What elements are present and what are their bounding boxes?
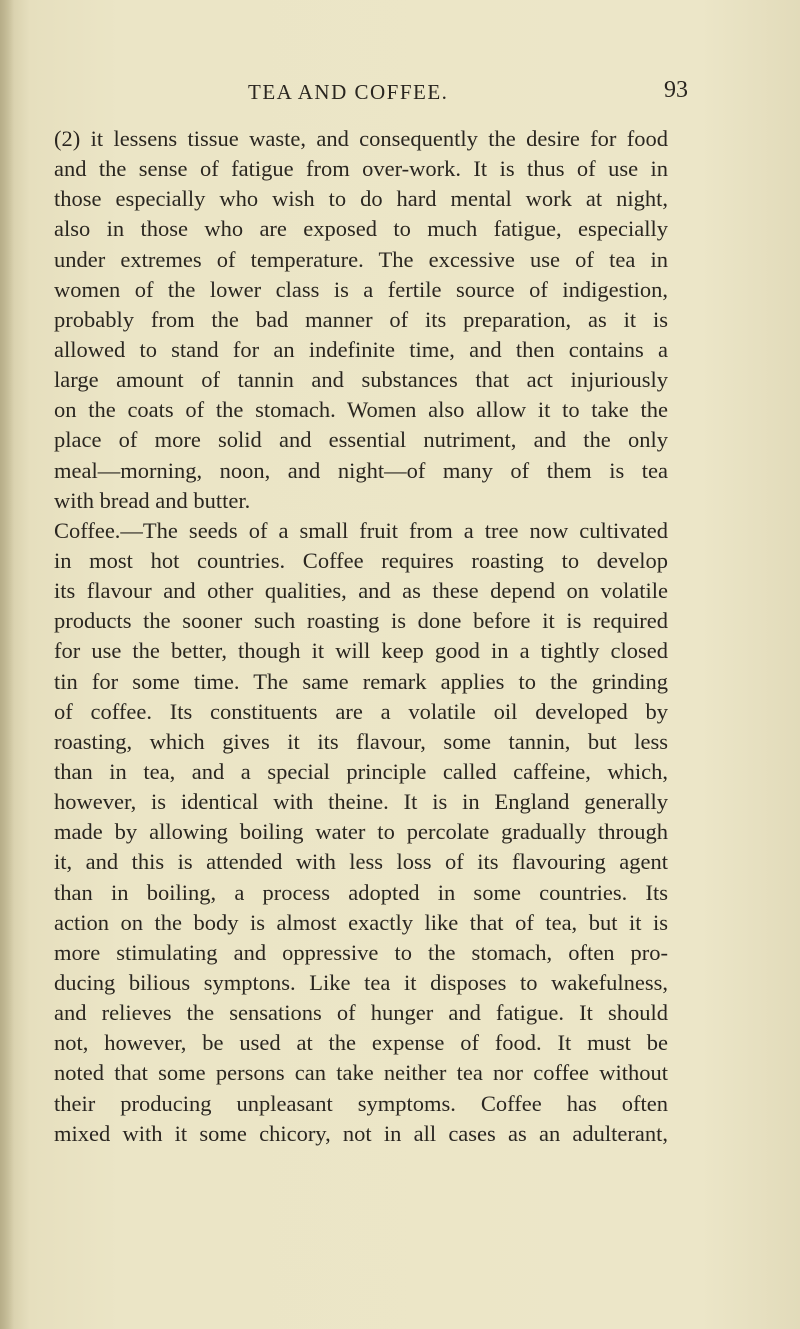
text-line: however, is identical with theine. It is in England generally: [54, 789, 668, 815]
text-line: roasting, which gives it its flavour, some tannin, but less: [54, 728, 668, 754]
text-line: of coffee. Its constituents are a volatile oil developed by: [54, 698, 668, 724]
text-line: tin for some time. The same remark applies to the grinding: [54, 668, 668, 694]
text-line: probably from the bad manner of its preparation, as it is: [54, 306, 668, 332]
text-line: action on the body is almost exactly like that of tea, but it is: [54, 909, 668, 935]
text-line: more stimulating and oppressive to the stomach, often pro-: [54, 939, 668, 965]
text-line: than in tea, and a special principle called caffeine, which,: [54, 758, 668, 784]
text-line: made by allowing boiling water to percolate gradually through: [54, 819, 668, 845]
binding-shadow: [0, 0, 14, 1329]
text-line: place of more solid and essential nutriment, and the only: [54, 427, 668, 453]
text-line: for use the better, though it will keep good in a tightly closed: [54, 638, 668, 664]
text-line: allowed to stand for an indefinite time, and then contains a: [54, 336, 668, 362]
text-line: those especially who wish to do hard mental work at night,: [54, 186, 668, 212]
text-line: (2) it lessens tissue waste, and consequently the desire for food: [54, 126, 668, 151]
text-line: than in boiling, a process adopted in some countries. Its: [54, 879, 668, 905]
text-line: ducing bilious symptons. Like tea it disposes to wakefulness,: [54, 969, 668, 995]
text-line: its flavour and other qualities, and as these depend on volatile: [54, 578, 668, 604]
text-line: with bread and butter.: [54, 487, 251, 513]
text-line: women of the lower class is a fertile source of indigestion,: [54, 276, 668, 302]
text-line: noted that some persons can take neither tea nor coffee without: [54, 1060, 668, 1086]
text-line: their producing unpleasant symptoms. Coffee has often: [54, 1090, 668, 1116]
text-line: Coffee.—The seeds of a small fruit from a tree now cultivated: [54, 517, 668, 543]
text-line: meal—morning, noon, and night—of many of them is tea: [54, 457, 668, 483]
running-head: [248, 77, 688, 110]
text-line: also in those who are exposed to much fatigue, especially: [54, 216, 668, 242]
text-line: not, however, be used at the expense of food. It must be: [54, 1030, 668, 1056]
text-line: large amount of tannin and substances that act injuriously: [54, 367, 668, 393]
text-line: it, and this is attended with less loss of its flavouring agent: [54, 849, 668, 875]
text-line: in most hot countries. Coffee requires roasting to develop: [54, 547, 668, 573]
text-line: and relieves the sensations of hunger and fatigue. It should: [54, 1000, 668, 1026]
text-line: products the sooner such roasting is done before it is required: [54, 608, 668, 634]
text-line: mixed with it some chicory, not in all cases as an adulterant,: [54, 1120, 668, 1146]
body-text: [54, 124, 668, 1149]
running-title: TEA AND COFFEE.: [248, 80, 449, 104]
text-line: under extremes of temperature. The excessive use of tea in: [54, 246, 668, 272]
text-line: on the coats of the stomach. Women also allow it to take the: [54, 397, 668, 423]
text-line: and the sense of fatigue from over-work. It is thus of use in: [54, 156, 668, 182]
page-number: 93: [664, 77, 688, 103]
